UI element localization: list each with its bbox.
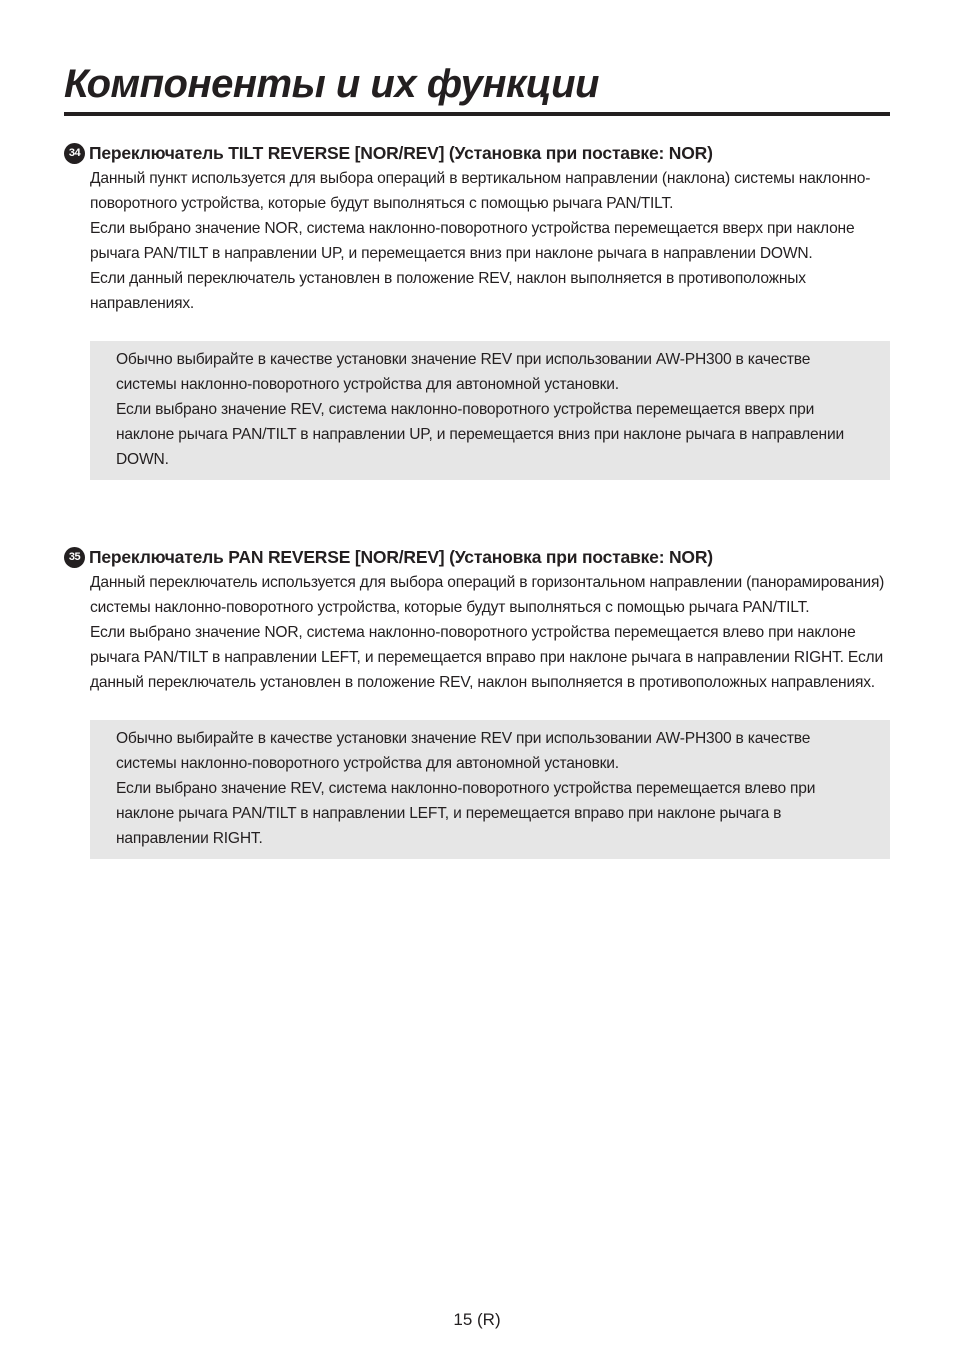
note-box	[90, 341, 890, 480]
note-paragraph: Если выбрано значение REV, система наклонно-поворотного устройства перемещается вверх при наклоне рычага PAN/TILT в направлении UP, и перемещается вниз при наклоне рычага в направлении DOWN.	[116, 401, 844, 468]
section-body	[90, 570, 890, 695]
paragraph: Данный переключатель используется для выбора операций в горизонтальном направлении (панорамирования) системы наклонно-поворотного устройства, которые будут выполняться с помощью рычага PAN/TILT.	[90, 574, 885, 616]
section-heading	[64, 141, 890, 166]
section-heading-text: Переключатель TILT REVERSE [NOR/REV] (Установка при поставке: NOR)	[89, 143, 713, 163]
paragraph: Если выбрано значение NOR, система наклонно-поворотного устройства перемещается вверх при наклоне рычага PAN/TILT в направлении UP, и перемещается вниз при наклоне рычага в направлении DOWN.	[90, 220, 855, 262]
circled-number-badge: 35	[64, 547, 85, 568]
note-paragraph: Обычно выбирайте в качестве установки значение REV при использовании AW-PH300 в качестве системы наклонно-поворотного устройства для автономной установки.	[116, 351, 811, 393]
page-number: 15 (R)	[453, 1310, 501, 1329]
section-body	[90, 166, 890, 316]
section-heading-text: Переключатель PAN REVERSE [NOR/REV] (Установка при поставке: NOR)	[89, 547, 713, 567]
section-pan-reverse	[64, 545, 890, 859]
circled-number-badge: 34	[64, 143, 85, 164]
note-box	[90, 720, 890, 859]
note-paragraph: Если выбрано значение REV, система наклонно-поворотного устройства перемещается влево при наклоне рычага PAN/TILT в направлении LEFT, и перемещается вправо при наклоне рычага в направлении RIGHT.	[116, 780, 816, 847]
paragraph: Если выбрано значение NOR, система наклонно-поворотного устройства перемещается влево при наклоне рычага PAN/TILT в направлении LEFT, и перемещается вправо при наклоне рычага в направлении RIGHT. Если данный переключатель установлен в положение REV, наклон выполняется в противоположных направлениях.	[90, 624, 883, 691]
paragraph: Данный пункт используется для выбора операций в вертикальном направлении (наклона) системы наклонно-поворотного устройства, которые будут выполняться с помощью рычага PAN/TILT.	[90, 170, 871, 212]
section-tilt-reverse	[64, 141, 890, 480]
paragraph: Если данный переключатель установлен в положение REV, наклон выполняется в противоположных направлениях.	[90, 270, 806, 312]
page-title: Компоненты и их функции	[64, 58, 890, 116]
section-heading	[64, 545, 890, 570]
note-paragraph: Обычно выбирайте в качестве установки значение REV при использовании AW-PH300 в качестве системы наклонно-поворотного устройства для автономной установки.	[116, 730, 811, 772]
